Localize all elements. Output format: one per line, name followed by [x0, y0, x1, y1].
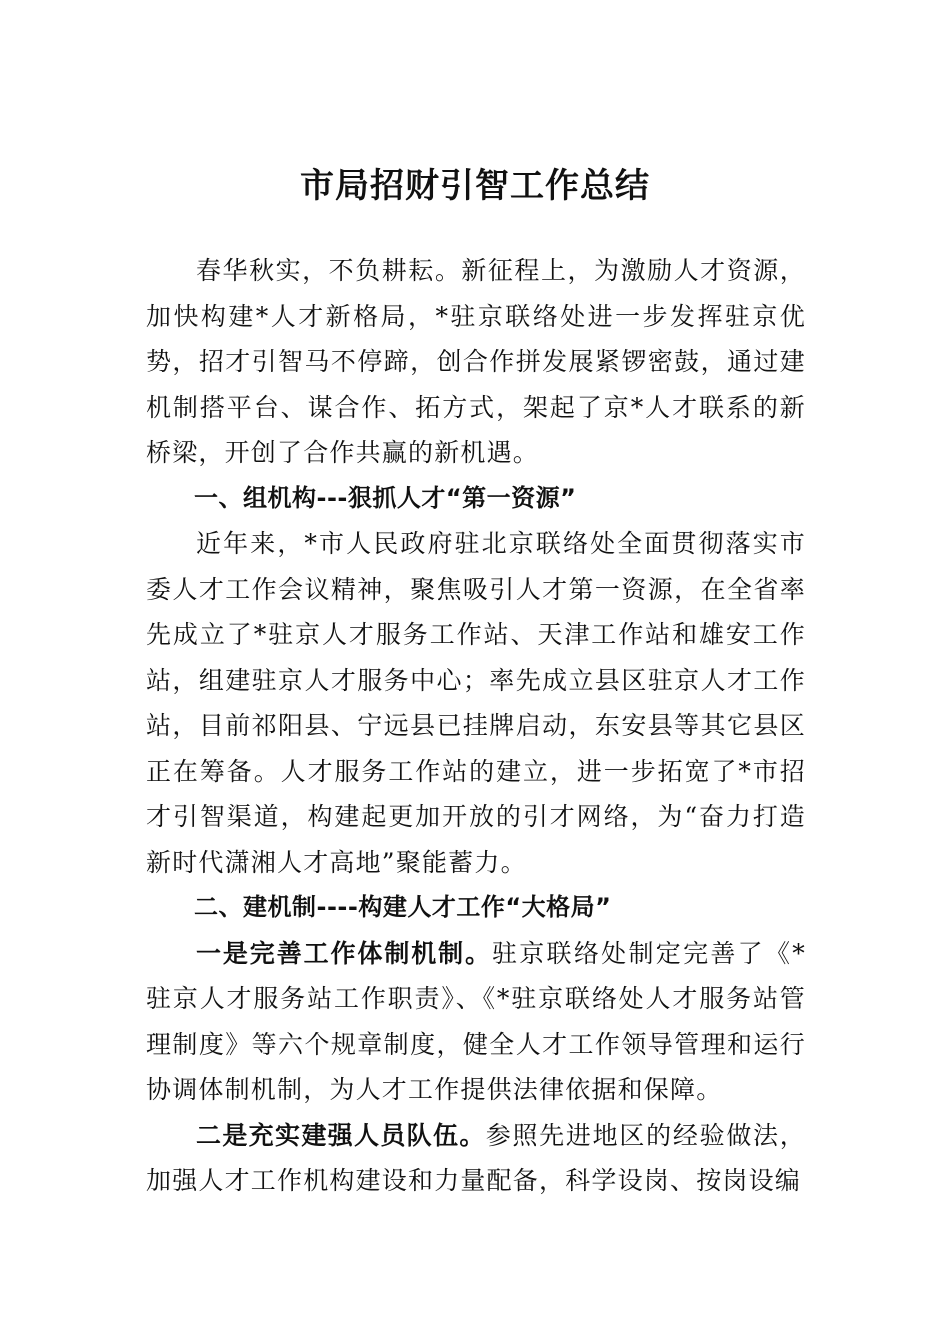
- intro-paragraph: 春华秋实，不负耕耘。新征程上，为激励人才资源，加快构建*人才新格局，*驻京联络处进一步发挥驻京优势，招才引智马不停蹄，创合作拼发展紧锣密鼓，通过建机制搭平台、谋合作、拓方式，架起了京*人才联系的新桥梁，开创了合作共赢的新机遇。: [146, 256, 806, 467]
- section-2-heading: 二、建机制----构建人才工作“大格局”: [194, 893, 612, 921]
- section-2-item-2-lead: 二是充实建强人员队伍。: [196, 1120, 486, 1150]
- section-1-heading: 一、组机构---狠抓人才“第一资源”: [194, 483, 577, 512]
- section-2-item-2-text: 参照先进地区的经验做法，加强人才工作机构建设和力量配备，科学设岗、按岗设编: [146, 1120, 806, 1195]
- section-2-item-1-lead: 一是完善工作体制机制。: [196, 938, 492, 968]
- document-title: 市局招财引智工作总结: [300, 166, 650, 206]
- section-1-paragraph: 近年来，*市人民政府驻北京联络处全面贯彻落实市委人才工作会议精神，聚焦吸引人才第一资源，在全省率先成立了*驻京人才服务工作站、天津工作站和雄安工作站，组建驻京人才服务中心；率先成立县区驻京人才工作站，目前祁阳县、宁远县已挂牌启动，东安县等其它县区正在筹备。人才服务工作站的建立，进一步拓宽了*市招才引智渠道，构建起更加开放的引才网络，为“奋力打造新时代潇湘人才高地”聚能蓄力。: [146, 529, 806, 877]
- section-2-item-1: [146, 931, 806, 1113]
- document-body: [146, 248, 806, 1204]
- section-2-item-1-text: 驻京联络处制定完善了《*驻京人才服务站工作职责》、《*驻京联络处人才服务站管理制度》等六个规章制度，健全人才工作领导管理和运行协调体制机制，为人才工作提供法律依据和保障。: [146, 938, 806, 1104]
- section-2-item-2: [146, 1113, 806, 1204]
